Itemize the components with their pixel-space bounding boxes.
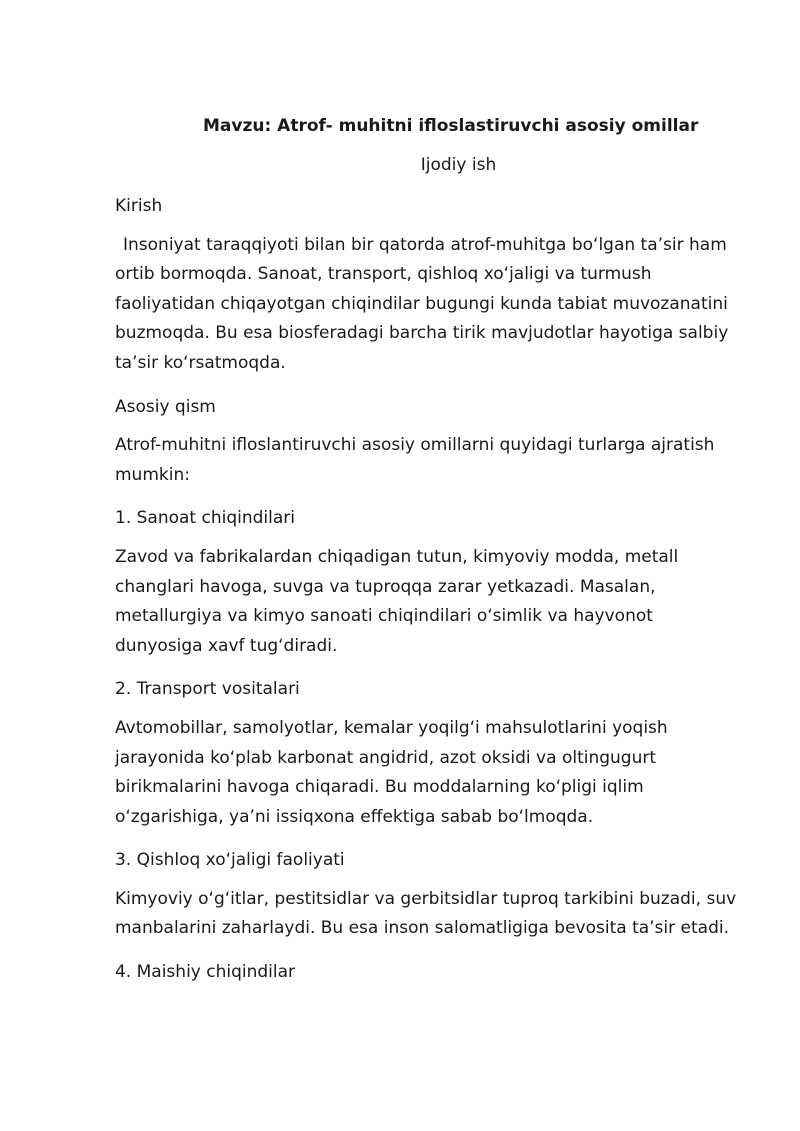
- intro-heading: Kirish: [115, 196, 163, 216]
- section-heading-agriculture: 3. Qishloq xo‘jaligi faoliyati: [115, 850, 345, 871]
- section-heading-transport: 2. Transport vositalari: [115, 679, 300, 700]
- document-title: Mavzu: Atrof- muhitni ifloslastiruvchi asosiy omillar: [203, 116, 699, 136]
- section-text-transport: Avtomobillar, samolyotlar, kemalar yoqilg‘i mahsulotlarini yoqish jarayonida ko‘plab karbonat angidrid, azot oksidi va oltingugurt birikmalarini havoga chiqaradi. Bu moddalarning ko‘pligi iqlim o‘zgarishiga, ya’ni issiqxona effektiga sabab bo‘lmoqda.: [115, 717, 668, 827]
- intro-paragraph: Insoniyat taraqqiyoti bilan bir qatorda atrof-muhitga bo‘lgan ta’sir ham ortib bormoqda. Sanoat, transport, qishloq xo‘jaligi va turmush faoliyatidan chiqayotgan chiqindilar bugungi kunda tabiat muvozanatini buzmoqda. Bu esa biosferadagi barcha tirik mavjudotlar hayotiga salbiy ta’sir ko‘rsatmoqda.: [115, 234, 729, 373]
- document-subtitle: Ijodiy ish: [420, 155, 497, 175]
- section-text-agriculture: Kimyoviy o‘g‘itlar, pestitsidlar va gerbitsidlar tuproq tarkibini buzadi, suv manbalarini zaharlaydi. Bu esa inson salomatligiga bevosita ta’sir etadi.: [115, 888, 737, 939]
- main-heading: Asosiy qism: [115, 396, 216, 417]
- section-text-industrial-waste: Zavod va fabrikalardan chiqadigan tutun, kimyoviy modda, metall changlari havoga, suvga va tuproqqa zarar yetkazadi. Masalan, metallurgiya va kimyo sanoati chiqindilari o‘simlik va hayvonot dunyosiga xavf tug‘diradi.: [115, 546, 679, 656]
- main-intro-paragraph: Atrof-muhitni ifloslantiruvchi asosiy omillarni quyidagi turlarga ajratish mumkin:: [115, 435, 715, 485]
- section-heading-industrial-waste: 1. Sanoat chiqindilari: [115, 508, 295, 529]
- document-body: [115, 107, 740, 988]
- section-heading-household-waste: 4. Maishiy chiqindilar: [115, 962, 296, 983]
